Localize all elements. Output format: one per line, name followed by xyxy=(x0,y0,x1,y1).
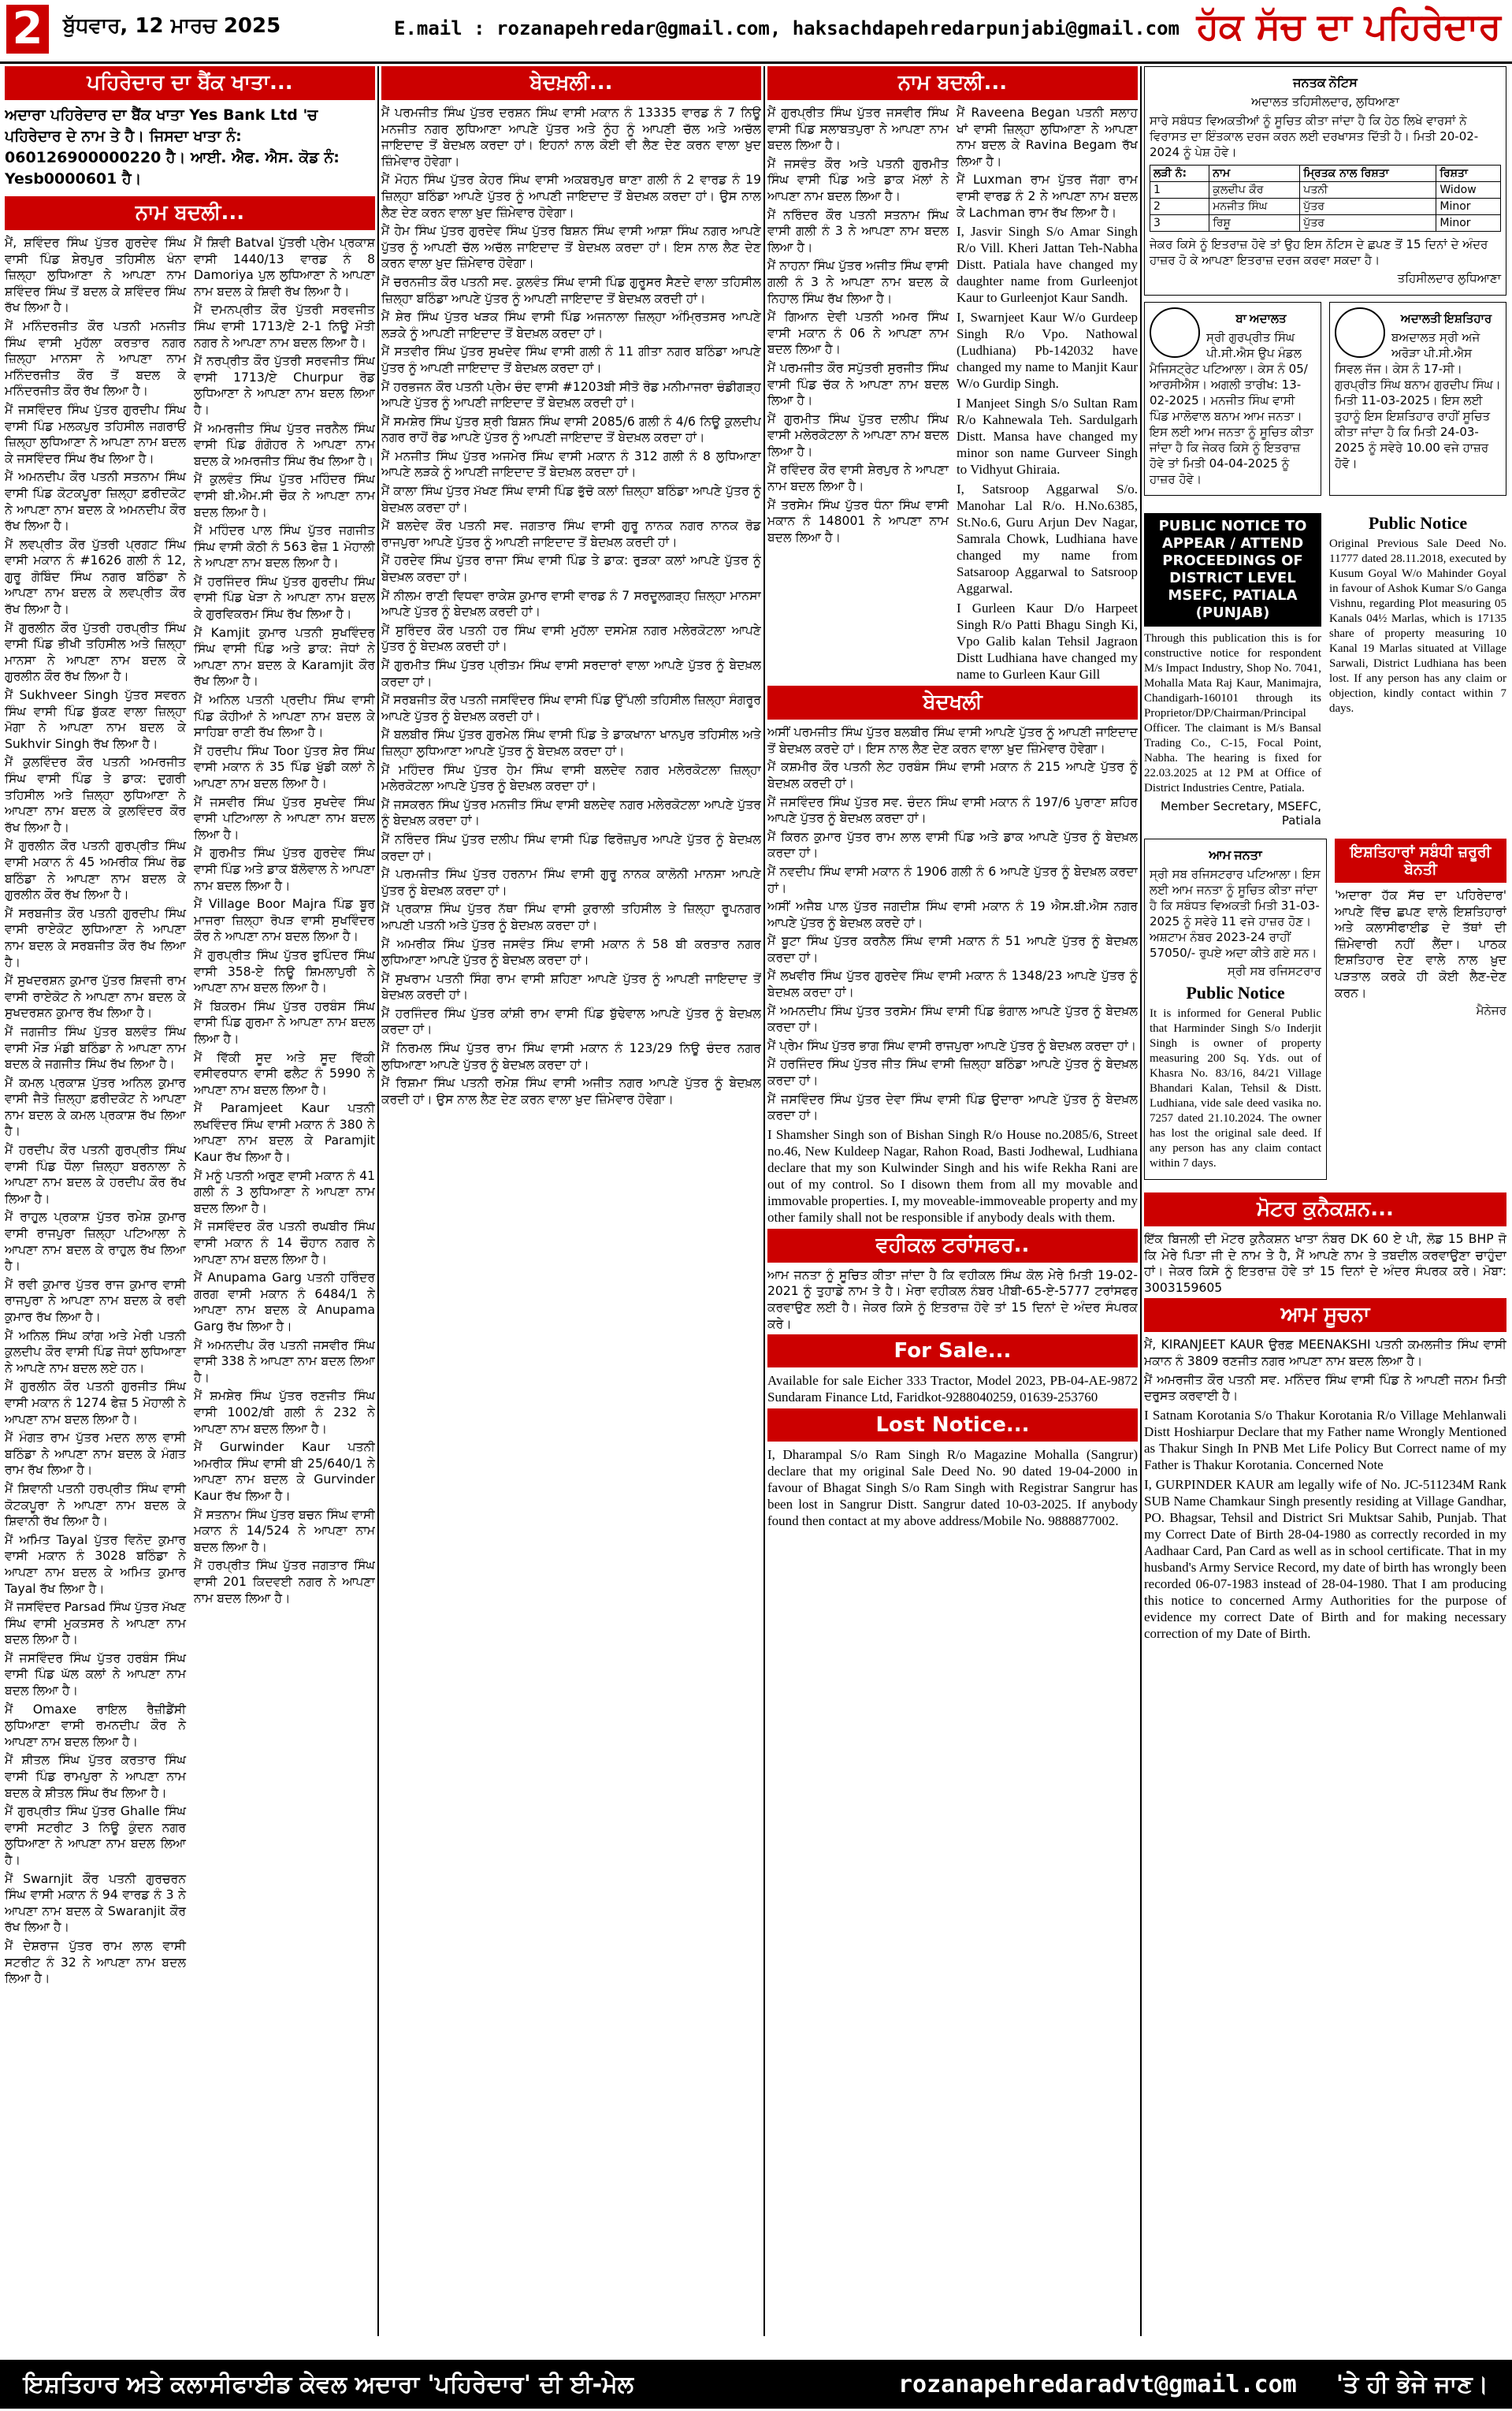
classified-item: ਮੈਂ ਨਰਪ੍ਰੀਤ ਕੌਰ ਪੁੱਤਰੀ ਸਰਵਜੀਤ ਸਿੰਘ ਵਾਸੀ 1713/ਏ Churpur ਰੋਡ ਲੁਧਿਆਣਾ ਨੇ ਆਪਣਾ ਨਾਮ ਬਦਲ ਲਿਆ ਹੈ। xyxy=(194,354,375,417)
classified-item: ਮੈਂ Anupama Garg ਪਤਨੀ ਹਰਿੰਦਰ ਗਰਗ ਵਾਸੀ ਮਕਾਨ ਨੰ 6484/1 ਨੇ ਆਪਣਾ ਨਾਮ ਬਦਲ ਕੇ Anupama Garg ਰੱਖ ਲਿਆ ਹੈ। xyxy=(194,1271,375,1334)
classified-item: ਮੈਂ ਸੁਖਰਾਮ ਪਤਨੀ ਸਿੰਗ ਰਾਮ ਵਾਸੀ ਸ਼ਹਿਣਾ ਆਪਣੇ ਪੁੱਤਰ ਨੂੰ ਆਪਣੀ ਜਾਇਦਾਦ ਤੋਂ ਬੇਦਖ਼ਲ ਕਰਦੀ ਹਾਂ। xyxy=(381,971,761,1003)
court-notice-1-text: ਸ੍ਰੀ ਗੁਰਪ੍ਰੀਤ ਸਿੰਘ ਪੀ.ਸੀ.ਐਸ ਉਪ ਮੰਡਲ ਮੈਜਿਸਟ੍ਰੇਟ ਪਟਿਆਲਾ। ਕੇਸ ਨੰ 05/ਆਰਸੀਐਸ। ਅਗਲੀ ਤਾਰੀਖ: 13-02-2025। ਮਨਜੀਤ ਸਿੰਘ ਵਾਸੀ ਪਿੰਡ ਮਾਲੋਵਾਲ ਬਨਾਮ ਆਮ ਜਨਤਾ। ਇਸ ਲਈ ਆਮ ਜਨਤਾ ਨੂੰ ਸੂਚਿਤ ਕੀਤਾ ਜਾਂਦਾ ਹੈ ਕਿ ਜੇਕਰ ਕਿਸੇ ਨੂੰ ਇਤਰਾਜ਼ ਹੋਵੇ ਤਾਂ ਮਿਤੀ 04-04-2025 ਨੂੰ ਹਾਜ਼ਰ ਹੋਵੇ। xyxy=(1150,330,1313,486)
classified-item: ਮੈਂ ਨੀਲਮ ਰਾਣੀ ਵਿਧਵਾ ਰਾਕੇਸ਼ ਕੁਮਾਰ ਵਾਸੀ ਵਾਰਡ ਨੰ 7 ਸਰਦੂਲਗੜ੍ਹ ਜ਼ਿਲ੍ਹਾ ਮਾਨਸਾ ਆਪਣੇ ਪੁੱਤਰ ਨੂੰ ਬੇਦਖ਼ਲ ਕਰਦੀ ਹਾਂ। xyxy=(381,588,761,619)
disownment-heading-2: ਬੇਦਖਲੀ xyxy=(767,686,1138,720)
classified-item: ਮੈਂ ਹਰਜਿੰਦਰ ਸਿੰਘ ਪੁੱਤਰ ਕਾਂਸ਼ੀ ਰਾਮ ਵਾਸੀ ਪਿੰਡ ਬੁੱਢੇਵਾਲ ਆਪਣੇ ਪੁੱਤਰ ਨੂੰ ਬੇਦਖ਼ਲ ਕਰਦਾ ਹਾਂ। xyxy=(381,1006,761,1037)
public-notice-title: Public Notice xyxy=(1368,513,1468,533)
classified-item: ਮੈਂ ਗੁਰਲੀਨ ਕੌਰ ਪਤਨੀ ਗੁਰਪ੍ਰੀਤ ਸਿੰਘ ਵਾਸੀ ਮਕਾਨ ਨੰ 45 ਅਮਰੀਕ ਸਿੰਘ ਰੋਡ ਬਠਿੰਡਾ ਨੇ ਆਪਣਾ ਨਾਮ ਬਦਲ ਕੇ ਗੁਰਲੀਨ ਕੌਰ ਰੱਖ ਲਿਆ ਹੈ। xyxy=(5,839,186,902)
court-notice-1 xyxy=(1144,302,1321,496)
public-notice-2-text: It is informed for General Public that Harminder Singh S/o Inderjit Singh is owner of property measuring 200 Sq. Yds. out of Khasra No. 83/16, 84/21 Village Bhandari Kalan, Tehsil & Distt. Ludhiana, vide sale deed vasika no. 7257 dated 21.10.2024. The owner has lost the original sale deed. If any person has any claim contact within 7 days. xyxy=(1150,1007,1321,1170)
court-notice-2-text: ਬਅਦਾਲਤ ਸ੍ਰੀ ਅਜੇ ਅਰੋੜਾ ਪੀ.ਸੀ.ਐਸ ਸਿਵਲ ਜੱਜ। ਕੇਸ ਨੰ 17-ਸੀ। ਗੁਰਪ੍ਰੀਤ ਸਿੰਘ ਬਨਾਮ ਗੁਰਦੀਪ ਸਿੰਘ। ਮਿਤੀ 11-03-2025। ਇਸ ਲਈ ਤੁਹਾਨੂੰ ਇਸ ਇਸ਼ਤਿਹਾਰ ਰਾਹੀਂ ਸੂਚਿਤ ਕੀਤਾ ਜਾਂਦਾ ਹੈ ਕਿ ਮਿਤੀ 24-03-2025 ਨੂੰ ਸਵੇਰੇ 10.00 ਵਜੇ ਹਾਜ਼ਰ ਹੋਵੋ। xyxy=(1335,330,1501,471)
msefc-signatory: Member Secretary, MSEFC, Patiala xyxy=(1161,799,1321,828)
msefc-text: Through this publication this is for constructive notice for respondent M/s Impact Industry, Shop No. 7041, Mohalla Mata Raj Kaur, Manimajra, Chandigarh-160101 through its Proprietor/DP/Chairman/Principal Officer. The claimant is M/s Bansal Trading Co., C-15, Focal Point, Nabha. The hearing is fixed for 22.03.2025 at 12 PM at Office of District Industries Centre, Patiala. xyxy=(1144,632,1321,794)
ad-disclaimer-signatory: ਮੈਨੇਜਰ xyxy=(1476,1003,1506,1018)
classified-item: ਮੈਂ Sukhveer Singh ਪੁੱਤਰ ਸਵਰਨ ਸਿੰਘ ਵਾਸੀ ਪਿੰਡ ਬੁੱਕਣ ਵਾਲਾ ਜ਼ਿਲ੍ਹਾ ਮੋਗਾ ਨੇ ਆਪਣਾ ਨਾਮ ਬਦਲ ਕੇ Sukhvir Singh ਰੱਖ ਲਿਆ ਹੈ। xyxy=(5,688,186,751)
classified-item: ਮੈਂ ਹੇਮ ਸਿੰਘ ਪੁੱਤਰ ਗੁਰਦੇਵ ਸਿੰਘ ਪੁੱਤਰ ਬਿਸ਼ਨ ਸਿੰਘ ਵਾਸੀ ਆਸ਼ਾ ਸਿੰਘ ਨਗਰ ਆਪਣੇ ਪੁੱਤਰ ਨੂੰ ਆਪਣੀ ਚੱਲ ਅਚੱਲ ਜਾਇਦਾਦ ਤੋਂ ਬੇਦਖ਼ਲ ਕਰਦਾ ਹਾਂ। ਇਸ ਨਾਲ ਲੈਣ ਦੇਣ ਕਰਨ ਵਾਲਾ ਖ਼ੁਦ ਜ਼ਿੰਮੇਵਾਰ ਹੋਵੇਗਾ। xyxy=(381,224,761,271)
name-change-list-left-2 xyxy=(767,105,949,686)
classified-item: ਮੈਂ ਸ਼ਿਵਾਨੀ ਪਤਨੀ ਹਰਪ੍ਰੀਤ ਸਿੰਘ ਵਾਸੀ ਕੋਟਕਪੂਰਾ ਨੇ ਆਪਣਾ ਨਾਮ ਬਦਲ ਕੇ ਸ਼ਿਵਾਨੀ ਰੱਖ ਲਿਆ ਹੈ। xyxy=(5,1481,186,1529)
classified-item: ਮੈਂ ਸਰਬਜੀਤ ਕੌਰ ਪਤਨੀ ਗੁਰਦੀਪ ਸਿੰਘ ਵਾਸੀ ਰਾਏਕੋਟ ਲੁਧਿਆਣਾ ਨੇ ਆਪਣਾ ਨਾਮ ਬਦਲ ਕੇ ਸਰਬਜੀਤ ਕੌਰ ਰੱਖ ਲਿਆ ਹੈ। xyxy=(5,906,186,969)
table-header-cell: ਲੜੀ ਨੰ: xyxy=(1150,166,1209,182)
general-public-text: ਸ੍ਰੀ ਸਬ ਰਜਿਸਟਰਾਰ ਪਟਿਆਲਾ। ਇਸ ਲਈ ਆਮ ਜਨਤਾ ਨੂੰ ਸੂਚਿਤ ਕੀਤਾ ਜਾਂਦਾ ਹੈ ਕਿ ਸਬੰਧਤ ਵਿਅਕਤੀ ਮਿਤੀ 31-03-2025 ਨੂੰ ਸਵੇਰੇ 11 ਵਜੇ ਹਾਜ਼ਰ ਹੋਣ। ਅਸ਼ਟਾਮ ਨੰਬਰ 2023-24 ਰਾਹੀਂ 57050/- ਰੁਪਏ ਅਦਾ ਕੀਤੇ ਗਏ ਸਨ। xyxy=(1150,867,1321,960)
classified-item: ਮੈਂ ਸ਼ਮਸ਼ੇਰ ਸਿੰਘ ਪੁੱਤਰ ਰਣਜੀਤ ਸਿੰਘ ਵਾਸੀ 1002/ਬੀ ਗਲੀ ਨੰ 232 ਨੇ ਆਪਣਾ ਨਾਮ ਬਦਲ ਲਿਆ ਹੈ। xyxy=(194,1389,375,1436)
table-cell: ਮਨਜੀਤ ਸਿੰਘ xyxy=(1209,199,1300,215)
notice-heading: ਜਨਤਕ ਨੋਟਿਸ xyxy=(1293,76,1358,90)
ad-disclaimer xyxy=(1335,839,1506,1186)
classified-item: ਮੈਂ ਮੰਗਤ ਰਾਮ ਪੁੱਤਰ ਮਦਨ ਲਾਲ ਵਾਸੀ ਬਠਿੰਡਾ ਨੇ ਆਪਣਾ ਨਾਮ ਬਦਲ ਕੇ ਮੰਗਤ ਰਾਮ ਰੱਖ ਲਿਆ ਹੈ। xyxy=(5,1431,186,1478)
classified-item: ਮੈਂ ਮਨਜੀਤ ਸਿੰਘ ਪੁੱਤਰ ਅਜਮੇਰ ਸਿੰਘ ਵਾਸੀ ਮਕਾਨ ਨੰ 312 ਗਲੀ ਨੰ 8 ਲੁਧਿਆਣਾ ਆਪਣੇ ਲੜਕੇ ਨੂੰ ਆਪਣੀ ਜਾਇਦਾਦ ਤੋਂ ਬੇਦਖ਼ਲ ਕਰਦਾ ਹਾਂ। xyxy=(381,448,761,480)
classified-item: ਮੈਂ ਸ਼ਿਵੀ Batval ਪੁੱਤਰੀ ਪ੍ਰੇਮ ਪ੍ਰਕਾਸ਼ ਵਾਸੀ 1440/13 ਵਾਰਡ ਨੰ 8 Damoriya ਪੁਲ ਲੁਧਿਆਣਾ ਨੇ ਆਪਣਾ ਨਾਮ ਬਦਲ ਕੇ ਸ਼ਿਵੀ ਰੱਖ ਲਿਆ ਹੈ। xyxy=(194,236,375,299)
lost-notice-text: I, Dharampal S/o Ram Singh R/o Magazine Mohalla (Sangrur) declare that my original Sale Deed No. 90 dated 19-04-2000 in favour of Bhagat Singh S/o Ram Singh with Registrar Sangrur has been lost in Sangrur Distt. Sangrur dated 10-03-2025. If anybody found then contact at my above address/Mobile No. 9888877002. xyxy=(767,1447,1138,1529)
classified-item: ਮੈਂ ਗਿਆਨ ਦੇਵੀ ਪਤਨੀ ਅਮਰ ਸਿੰਘ ਵਾਸੀ ਮਕਾਨ ਨੰ 06 ਨੇ ਆਪਣਾ ਨਾਮ ਬਦਲ ਲਿਆ ਹੈ। xyxy=(767,310,949,357)
classified-item: ਮੈਂ ਪ੍ਰਕਾਸ਼ ਸਿੰਘ ਪੁੱਤਰ ਨੱਥਾ ਸਿੰਘ ਵਾਸੀ ਕੁਰਾਲੀ ਤਹਿਸੀਲ ਤੇ ਜ਼ਿਲ੍ਹਾ ਰੂਪਨਗਰ ਆਪਣੀ ਪਤਨੀ ਅਤੇ ਪੁੱਤਰ ਨੂੰ ਬੇਦਖ਼ਲ ਕਰਦਾ ਹਾਂ। xyxy=(381,902,761,932)
classified-item: ਮੈਂ ਗੁਰਪ੍ਰੀਤ ਸਿੰਘ ਪੁੱਤਰ ਜਸਵੀਰ ਸਿੰਘ ਵਾਸੀ ਪਿੰਡ ਸਲਾਬਤਪੁਰਾ ਨੇ ਆਪਣਾ ਨਾਮ ਬਦਲ ਲਿਆ ਹੈ। xyxy=(767,106,949,153)
classified-item: ਮੈਂ ਜਸਵਿੰਦਰ ਕੌਰ ਪਤਨੀ ਰਘਬੀਰ ਸਿੰਘ ਵਾਸੀ ਮਕਾਨ ਨੰ 14 ਚੌਹਾਨ ਨਗਰ ਨੇ ਆਪਣਾ ਨਾਮ ਬਦਲ ਲਿਆ ਹੈ। xyxy=(194,1219,375,1267)
classified-item: ਮੈਂ Kamjit ਕੁਮਾਰ ਪਤਨੀ ਸੁਖਵਿੰਦਰ ਸਿੰਘ ਵਾਸੀ ਪਿੰਡ ਅਤੇ ਡਾਕ: ਜੋਧਾਂ ਨੇ ਆਪਣਾ ਨਾਮ ਬਦਲ ਕੇ Karamjit ਕੌਰ ਰੱਖ ਲਿਆ ਹੈ। xyxy=(194,625,375,689)
classified-item: ਮੈਂ ਜਗਜੀਤ ਸਿੰਘ ਪੁੱਤਰ ਬਲਵੰਤ ਸਿੰਘ ਵਾਸੀ ਮੌੜ ਮੰਡੀ ਬਠਿੰਡਾ ਨੇ ਆਪਣਾ ਨਾਮ ਬਦਲ ਕੇ ਜਗਜੀਤ ਸਿੰਘ ਰੱਖ ਲਿਆ ਹੈ। xyxy=(5,1024,186,1072)
gurpinder-notice: I, GURPINDER KAUR am legally wife of No. JC-511234M Rank SUB Name Chamkaur Singh presently residing at Village Gandhar, PO. Bhagsar, Tehsil and District Sri Muktsar Sahib, Punjab. That my Correct Date of Birth 28-04-1980 as correctly recorded in my Aadhaar Card, Pan Card as well as in school certificate. That in my husband's Army Service Record, my date of birth has wrongly been recorded 06-07-1983 instead of 28-04-1980. That I am producing this notice to concerned Army Authorities for the purpose of evidence my correct Date of Birth and for making necessary correction of my Date of Birth. xyxy=(1144,1476,1506,1641)
table-cell: ਕੁਲਦੀਪ ਕੌਰ xyxy=(1209,182,1300,199)
classified-item: ਮੈਂ ਜਸਵੀਰ ਸਿੰਘ ਪੁੱਤਰ ਸੁਖਦੇਵ ਸਿੰਘ ਵਾਸੀ ਪਟਿਆਲਾ ਨੇ ਆਪਣਾ ਨਾਮ ਬਦਲ ਲਿਆ ਹੈ। xyxy=(194,794,375,842)
page-number: 2 xyxy=(6,5,49,54)
masthead-logo: ਹੱਕ ਸੱਚ ਦਾ ਪਹਿਰੇਦਾਰ xyxy=(1196,5,1501,47)
classified-item: ਮੈਂ ਅਮਰਜੀਤ ਕੌਰ ਪਤਨੀ ਸਵ. ਮਨਿੰਦਰ ਸਿੰਘ ਵਾਸੀ ਪਿੰਡ ਨੇ ਆਪਣੀ ਜਨਮ ਮਿਤੀ ਦਰੁਸਤ ਕਰਵਾਈ ਹੈ। xyxy=(1144,1372,1506,1404)
for-sale-heading: For Sale... xyxy=(767,1334,1138,1367)
column-disownment xyxy=(381,66,761,2336)
issue-date: ਬੁੱਧਵਾਰ, 12 ਮਾਰਚ 2025 xyxy=(63,14,281,38)
public-notice-inheritance xyxy=(1144,66,1506,296)
classified-item: ਮੈਂ ਜਸਕਰਨ ਸਿੰਘ ਪੁੱਤਰ ਮਨਜੀਤ ਸਿੰਘ ਵਾਸੀ ਬਲਦੇਵ ਨਗਰ ਮਲੇਰਕੋਟਲਾ ਆਪਣੇ ਪੁੱਤਰ ਨੂੰ ਬੇਦਖ਼ਲ ਕਰਦਾ ਹਾਂ। xyxy=(381,797,761,828)
classified-item: ਮੈਂ ਅਮਰਜੀਤ ਸਿੰਘ ਪੁੱਤਰ ਜਰਨੈਲ ਸਿੰਘ ਵਾਸੀ ਪਿੰਡ ਗੰਗੋਹਰ ਨੇ ਆਪਣਾ ਨਾਮ ਬਦਲ ਕੇ ਅਮਰਜੀਤ ਸਿੰਘ ਰੱਖ ਲਿਆ ਹੈ। xyxy=(194,421,375,468)
classified-item: ਮੈਂ Luxman ਰਾਮ ਪੁੱਤਰ ਜੱਗਾ ਰਾਮ ਵਾਸੀ ਵਾਰਡ ਨੰ 2 ਨੇ ਆਪਣਾ ਨਾਮ ਬਦਲ ਕੇ Lachman ਰਾਮ ਰੱਖ ਲਿਆ ਹੈ। xyxy=(957,173,1138,220)
column-notices xyxy=(1144,66,1506,2336)
classified-item: ਮੈਂ Village Boor Majra ਪਿੰਡ ਬੂਰ ਮਾਜਰਾ ਜ਼ਿਲ੍ਹਾ ਰੋਪੜ ਵਾਸੀ ਸੁਖਵਿੰਦਰ ਕੌਰ ਨੇ ਆਪਣਾ ਨਾਮ ਬਦਲ ਲਿਆ ਹੈ। xyxy=(194,897,375,944)
classified-item: ਮੈਂ ਗੁਰਮੀਤ ਸਿੰਘ ਪੁੱਤਰ ਪ੍ਰੀਤਮ ਸਿੰਘ ਵਾਸੀ ਸਰਦਾਰਾਂ ਵਾਲਾ ਆਪਣੇ ਪੁੱਤਰ ਨੂੰ ਬੇਦਖ਼ਲ ਕਰਦਾ ਹਾਂ। xyxy=(381,658,761,689)
table-cell: Widow xyxy=(1436,182,1501,199)
classified-item: ਮੈਂ ਕੁਲਵੰਤ ਸਿੰਘ ਪੁੱਤਰ ਮਹਿੰਦਰ ਸਿੰਘ ਵਾਸੀ ਬੀ.ਐਮ.ਸੀ ਚੌਕ ਨੇ ਆਪਣਾ ਨਾਮ ਬਦਲ ਲਿਆ ਹੈ। xyxy=(194,472,375,519)
name-change-heading-2: ਨਾਮ ਬਦਲੀ... xyxy=(767,66,1138,100)
classified-item: ਮੈਂ ਵਿੱਕੀ ਸੂਦ ਅਤੇ ਸੂਦ ਵਿੱਕੀ ਵਸੀਵਰਧਾਨ ਵਾਸੀ ਫਲੈਟ ਨੰ 5990 ਨੇ ਆਪਣਾ ਨਾਮ ਬਦਲ ਲਿਆ ਹੈ। xyxy=(194,1050,375,1097)
classified-item: ਮੈਂ ਨਰਿੰਦਰ ਸਿੰਘ ਪੁੱਤਰ ਦਲੀਪ ਸਿੰਘ ਵਾਸੀ ਪਿੰਡ ਫਿਰੋਜ਼ਪੁਰ ਆਪਣੇ ਪੁੱਤਰ ਨੂੰ ਬੇਦਖ਼ਲ ਕਰਦਾ ਹਾਂ। xyxy=(381,832,761,863)
classified-item: I Gurleen Kaur D/o Harpeet Singh R/o Patti Bhagu Singh Ki, Vpo Galib kalan Tehsil Jagraon Distt Ludhiana have changed my name to Gurleen Kaur Gill xyxy=(957,601,1138,683)
public-notice-2-title: Public Notice xyxy=(1186,983,1285,1003)
notice-subheading: ਅਦਾਲਤ ਤਹਿਸੀਲਦਾਰ, ਲੁਧਿਆਣਾ xyxy=(1251,95,1399,109)
lost-notice-heading: Lost Notice... xyxy=(767,1408,1138,1442)
table-row xyxy=(1150,199,1501,215)
table-row xyxy=(1150,215,1501,232)
column-divider xyxy=(1140,66,1142,2336)
classified-item: ਮੈਂ ਗੁਰਲੀਨ ਕੌਰ ਪੁੱਤਰੀ ਹਰਪ੍ਰੀਤ ਸਿੰਘ ਵਾਸੀ ਪਿੰਡ ਭੀਖੀ ਤਹਿਸੀਲ ਅਤੇ ਜ਼ਿਲ੍ਹਾ ਮਾਨਸਾ ਨੇ ਆਪਣਾ ਨਾਮ ਬਦਲ ਕੇ ਗੁਰਲੀਨ ਕੌਰ ਰੱਖ ਲਿਆ ਹੈ। xyxy=(5,620,186,684)
classified-item: ਮੈਂ ਸਤਵੀਰ ਸਿੰਘ ਪੁੱਤਰ ਸੁਖਦੇਵ ਸਿੰਘ ਵਾਸੀ ਗਲੀ ਨੰ 11 ਗੀਤਾ ਨਗਰ ਬਠਿੰਡਾ ਆਪਣੇ ਪੁੱਤਰ ਨੂੰ ਆਪਣੀ ਜਾਇਦਾਦ ਤੋਂ ਬੇਦਖ਼ਲ ਕਰਦਾ ਹਾਂ। xyxy=(381,344,761,375)
notice-text: ਸਾਰੇ ਸਬੰਧਤ ਵਿਅਕਤੀਆਂ ਨੂੰ ਸੂਚਿਤ ਕੀਤਾ ਜਾਂਦਾ ਹੈ ਕਿ ਹੇਠ ਲਿਖੇ ਵਾਰਸਾਂ ਨੇ ਵਿਰਾਸਤ ਦਾ ਇੰਤਕਾਲ ਦਰਜ ਕਰਨ ਲਈ ਦਰਖਾਸਤ ਦਿੱਤੀ ਹੈ। ਮਿਤੀ 20-02-2024 ਨੂੰ ਪੇਸ਼ ਹੋਵੇ। xyxy=(1150,113,1479,159)
table-cell: 3 xyxy=(1150,215,1209,232)
classified-item: ਮੈਂ ਨਾਹਨਾ ਸਿੰਘ ਪੁੱਤਰ ਅਜੀਤ ਸਿੰਘ ਵਾਸੀ ਗਲੀ ਨੰ 3 ਨੇ ਆਪਣਾ ਨਾਮ ਬਦਲ ਕੇ ਨਿਹਾਲ ਸਿੰਘ ਰੱਖ ਲਿਆ ਹੈ। xyxy=(767,259,949,306)
classified-item: ਮੈਂ ਨਰਿੰਦਰ ਕੌਰ ਪਤਨੀ ਸਤਨਾਮ ਸਿੰਘ ਵਾਸੀ ਗਲੀ ਨੰ 3 ਨੇ ਆਪਣਾ ਨਾਮ ਬਦਲ ਲਿਆ ਹੈ। xyxy=(767,207,949,255)
ad-disclaimer-text: 'ਅਦਾਰਾ ਹੱਕ ਸੱਚ ਦਾ ਪਹਿਰੇਦਾਰ' ਆਪਣੇ ਵਿੱਚ ਛਪਣ ਵਾਲੇ ਇਸ਼ਤਿਹਾਰਾਂ ਅਤੇ ਕਲਾਸੀਫਾਈਡ ਦੇ ਤੱਥਾਂ ਦੀ ਜ਼ਿੰਮੇਵਾਰੀ ਨਹੀਂ ਲੈਂਦਾ। ਪਾਠਕ ਇਸ਼ਤਿਹਾਰ ਦੇਣ ਵਾਲੇ ਨਾਲ ਖ਼ੁਦ ਪੜਤਾਲ ਕਰਕੇ ਹੀ ਕੋਈ ਲੈਣ-ਦੇਣ ਕਰਨ। xyxy=(1335,888,1506,1000)
classified-item: ਮੈਂ ਮਨੂੰ ਪਤਨੀ ਅਰੁਣ ਵਾਸੀ ਮਕਾਨ ਨੰ 41 ਗਲੀ ਨੰ 3 ਲੁਧਿਆਣਾ ਨੇ ਆਪਣਾ ਨਾਮ ਬਦਲ ਲਿਆ ਹੈ। xyxy=(194,1168,375,1215)
classified-item: ਮੈਂ ਹਰਦੇਵ ਸਿੰਘ ਪੁੱਤਰ ਰਾਜਾ ਸਿੰਘ ਵਾਸੀ ਪਿੰਡ ਤੇ ਡਾਕ: ਰੁੜਕਾ ਕਲਾਂ ਆਪਣੇ ਪੁੱਤਰ ਨੂੰ ਬੇਦਖ਼ਲ ਕਰਦਾ ਹਾਂ। xyxy=(381,553,761,585)
msefc-notice xyxy=(1144,508,1321,832)
classified-item: ਮੈਂ ਪਰਮਜੀਤ ਕੌਰ ਸਪੁੱਤਰੀ ਸੁਰਜੀਤ ਸਿੰਘ ਵਾਸੀ ਪਿੰਡ ਚੱਕ ਨੇ ਆਪਣਾ ਨਾਮ ਬਦਲ ਲਿਆ ਹੈ। xyxy=(767,360,949,408)
disownment-list-2 xyxy=(767,724,1138,1124)
classified-item: ਮੈਂ ਅਮਿਤ Tayal ਪੁੱਤਰ ਵਿਨੋਦ ਕੁਮਾਰ ਵਾਸੀ ਮਕਾਨ ਨੰ 3028 ਬਠਿੰਡਾ ਨੇ ਆਪਣਾ ਨਾਮ ਬਦਲ ਕੇ ਅਮਿਤ ਕੁਮਾਰ Tayal ਰੱਖ ਲਿਆ ਹੈ। xyxy=(5,1532,186,1596)
classified-item: ਮੈਂ ਮਹਿੰਦਰ ਪਾਲ ਸਿੰਘ ਪੁੱਤਰ ਜਗਜੀਤ ਸਿੰਘ ਵਾਸੀ ਕੋਠੀ ਨੰ 563 ਫੇਜ਼ 1 ਮੋਹਾਲੀ ਨੇ ਆਪਣਾ ਨਾਮ ਬਦਲ ਲਿਆ ਹੈ। xyxy=(194,523,375,571)
classified-item: ਮੈਂ ਹਰਪ੍ਰੀਤ ਸਿੰਘ ਪੁੱਤਰ ਜਗਤਾਰ ਸਿੰਘ ਵਾਸੀ 201 ਕਿਦਵਈ ਨਗਰ ਨੇ ਆਪਣਾ ਨਾਮ ਬਦਲ ਲਿਆ ਹੈ। xyxy=(194,1558,375,1605)
footer-tail: 'ਤੇ ਹੀ ਭੇਜੇ ਜਾਣ। xyxy=(1336,2371,1488,2398)
column-divider xyxy=(763,66,765,2336)
classified-item: ਮੈਂ ਨਵਦੀਪ ਸਿੰਘ ਵਾਸੀ ਮਕਾਨ ਨੰ 1906 ਗਲੀ ਨੰ 6 ਆਪਣੇ ਪੁੱਤਰ ਨੂੰ ਬੇਦਖ਼ਲ ਕਰਦਾ ਹਾਂ। xyxy=(767,864,1138,895)
header-email[interactable]: E.mail : rozanapehredar@gmail.com, haksachdapehredarpunjabi@gmail.com xyxy=(394,17,1180,39)
notice-signatory: ਤਹਿਸੀਲਦਾਰ ਲੁਧਿਆਣਾ xyxy=(1397,271,1501,285)
table-cell: Minor xyxy=(1436,199,1501,215)
classified-item: I, Satsroop Aggarwal S/o. Manohar Lal R/o. H.No.6385, St.No.6, Guru Arjun Dev Nagar, Samrala Chowk, Ludhiana have changed my name from Satsaroop Aggarwal to Satsroop Aggarwal. xyxy=(957,482,1138,597)
msefc-heading: PUBLIC NOTICE TO APPEAR / ATTEND PROCEEDINGS OF DISTRICT LEVEL MSEFC, PATIALA (PUNJAB) xyxy=(1144,513,1321,627)
classified-item: I, Jasvir Singh S/o Amar Singh R/o Vill. Kheri Jattan Teh-Nabha Distt. Patiala have changed my daughter name from Gurleenjot Kaur to Gurleenjot Kaur Sandh. xyxy=(957,224,1138,306)
classified-item: ਮੈਂ ਅਮਨਦੀਪ ਸਿੰਘ ਪੁੱਤਰ ਤਰਸੇਮ ਸਿੰਘ ਵਾਸੀ ਪਿੰਡ ਭੰਗਾਲ ਆਪਣੇ ਪੁੱਤਰ ਨੂੰ ਬੇਦਖ਼ਲ ਕਰਦਾ ਹਾਂ। xyxy=(767,1003,1138,1035)
for-sale-text: Available for sale Eicher 333 Tractor, Model 2023, PB-04-AE-9872 Sundaram Finance Ltd, Faridkot-9288040259, 01639-253760 xyxy=(767,1373,1138,1405)
classified-item: ਮੈਂ ਜਸਵਿੰਦਰ ਸਿੰਘ ਪੁੱਤਰ ਗੁਰਦੀਪ ਸਿੰਘ ਵਾਸੀ ਪਿੰਡ ਮਲਕਪੁਰ ਤਹਿਸੀਲ ਜਗਰਾਓਂ ਜ਼ਿਲ੍ਹਾ ਲੁਧਿਆਣਾ ਨੇ ਆਪਣਾ ਨਾਮ ਬਦਲ ਕੇ ਜਸਵਿੰਦਰ ਸਿੰਘ ਰੱਖ ਲਿਆ ਹੈ। xyxy=(5,402,186,466)
classified-item: ਮੈਂ ਮਨਿੰਦਰਜੀਤ ਕੌਰ ਪਤਨੀ ਮਨਜੀਤ ਸਿੰਘ ਵਾਸੀ ਮੁਹੱਲਾ ਕਰਤਾਰ ਨਗਰ ਜ਼ਿਲ੍ਹਾ ਮਾਨਸਾ ਨੇ ਆਪਣਾ ਨਾਮ ਮਨਿੰਦਰਜੀਤ ਕੌਰ ਤੋਂ ਬਦਲ ਕੇ ਮਨਿੰਦਰਜੀਤ ਕੌਰ ਰੱਖ ਲਿਆ ਹੈ। xyxy=(5,318,186,399)
classified-item: ਮੈਂ ਹਰਜਿੰਦਰ ਸਿੰਘ ਪੁੱਤਰ ਗੁਰਦੀਪ ਸਿੰਘ ਵਾਸੀ ਪਿੰਡ ਖੇੜਾ ਨੇ ਆਪਣਾ ਨਾਮ ਬਦਲ ਕੇ ਗੁਰਵਿਕਰਮ ਸਿੰਘ ਰੱਖ ਲਿਆ ਹੈ। xyxy=(194,574,375,622)
classified-item: ਮੈਂ ਹਰਦੀਪ ਸਿੰਘ Toor ਪੁੱਤਰ ਸ਼ੇਰ ਸਿੰਘ ਵਾਸੀ ਮਕਾਨ ਨੰ 35 ਪਿੰਡ ਖੁੱਡੀ ਕਲਾਂ ਨੇ ਆਪਣਾ ਨਾਮ ਬਦਲ ਲਿਆ ਹੈ। xyxy=(194,743,375,791)
classified-item: ਮੈਂ ਅਮਨਦੀਪ ਕੌਰ ਪਤਨੀ ਸਤਨਾਮ ਸਿੰਘ ਵਾਸੀ ਪਿੰਡ ਕੋਟਕਪੂਰਾ ਜ਼ਿਲ੍ਹਾ ਫ਼ਰੀਦਕੋਟ ਨੇ ਆਪਣਾ ਨਾਮ ਬਦਲ ਕੇ ਅਮਨਦੀਪ ਕੌਰ ਰੱਖ ਲਿਆ ਹੈ। xyxy=(5,470,186,534)
ad-disclaimer-heading: ਇਸ਼ਤਿਹਾਰਾਂ ਸਬੰਧੀ ਜ਼ਰੂਰੀ ਬੇਨਤੀ xyxy=(1335,839,1506,883)
table-cell: ਰਿਸ਼ੂ xyxy=(1209,215,1300,232)
table-header-cell: ਰਿਸ਼ਤਾ xyxy=(1436,166,1501,182)
general-public-title: ਆਮ ਜਨਤਾ xyxy=(1209,849,1262,862)
name-change-heading: ਨਾਮ ਬਦਲੀ... xyxy=(5,196,375,230)
classified-item: ਮੈਂ ਅਮਨਦੀਪ ਕੌਰ ਪਤਨੀ ਜਸਵੀਰ ਸਿੰਘ ਵਾਸੀ 338 ਨੇ ਆਪਣਾ ਨਾਮ ਬਦਲ ਲਿਆ ਹੈ। xyxy=(194,1338,375,1385)
general-public-notice xyxy=(1144,839,1327,1180)
classified-item: ਮੈਂ ਗੁਰਮੀਤ ਸਿੰਘ ਪੁੱਤਰ ਦਲੀਪ ਸਿੰਘ ਵਾਸੀ ਮਲੇਰਕੋਟਲਾ ਨੇ ਆਪਣਾ ਨਾਮ ਬਦਲ ਲਿਆ ਹੈ। xyxy=(767,411,949,459)
motor-connection-text: ਇੱਕ ਬਿਜਲੀ ਦੀ ਮੋਟਰ ਕੁਨੈਕਸ਼ਨ ਖਾਤਾ ਨੰਬਰ DK 60 ਏ ਪੀ, ਲੋਡ 15 BHP ਜੋ ਕਿ ਮੇਰੇ ਪਿਤਾ ਜੀ ਦੇ ਨਾਮ ਤੇ ਹੈ, ਮੈਂ ਆਪਣੇ ਨਾਮ ਤੇ ਤਬਦੀਲ ਕਰਵਾਉਣਾ ਚਾਹੁੰਦਾ ਹਾਂ। ਜੇਕਰ ਕਿਸੇ ਨੂੰ ਇਤਰਾਜ਼ ਹੋਵੇ ਤਾਂ 15 ਦਿਨਾਂ ਦੇ ਅੰਦਰ ਸੰਪਰਕ ਕਰੇ। ਮੋਬਾ: 3003159605 xyxy=(1144,1232,1506,1295)
classified-item: ਮੈਂ ਮੋਹਨ ਸਿੰਘ ਪੁੱਤਰ ਕੇਹਰ ਸਿੰਘ ਵਾਸੀ ਅਕਬਰਪੁਰ ਥਾਣਾ ਗਲੀ ਨੰ 2 ਵਾਰਡ ਨੰ 19 ਜ਼ਿਲ੍ਹਾ ਬਠਿੰਡਾ ਆਪਣੇ ਪੁੱਤਰ ਨੂੰ ਆਪਣੀ ਜਾਇਦਾਦ ਤੋਂ ਬੇਦਖ਼ਲ ਕਰਦਾ ਹਾਂ। ਉਸ ਨਾਲ ਲੈਣ ਦੇਣ ਕਰਨ ਵਾਲਾ ਖ਼ੁਦ ਜ਼ਿੰਮੇਵਾਰ ਹੋਵੇਗਾ। xyxy=(381,173,761,220)
table-cell: ਪੁੱਤਰ xyxy=(1300,199,1436,215)
classified-item: ਮੈਂ ਰਵਿੰਦਰ ਕੌਰ ਵਾਸੀ ਸ਼ੇਰਪੁਰ ਨੇ ਆਪਣਾ ਨਾਮ ਬਦਲ ਲਿਆ ਹੈ। xyxy=(767,463,949,494)
table-row xyxy=(1150,182,1501,199)
column-divider xyxy=(377,66,379,2336)
classified-item: ਮੈਂ ਜਸਵਿੰਦਰ ਸਿੰਘ ਪੁੱਤਰ ਦੇਵਾ ਸਿੰਘ ਵਾਸੀ ਪਿੰਡ ਉਦਾਰਾ ਆਪਣੇ ਪੁੱਤਰ ਨੂੰ ਬੇਦਖ਼ਲ ਕਰਦਾ ਹਾਂ। xyxy=(767,1092,1138,1123)
notice-tail: ਜੇਕਰ ਕਿਸੇ ਨੂੰ ਇਤਰਾਜ਼ ਹੋਵੇ ਤਾਂ ਉਹ ਇਸ ਨੋਟਿਸ ਦੇ ਛਪਣ ਤੋਂ 15 ਦਿਨਾਂ ਦੇ ਅੰਦਰ ਹਾਜ਼ਰ ਹੋ ਕੇ ਆਪਣਾ ਇਤਰਾਜ਼ ਦਰਜ ਕਰਵਾ ਸਕਦਾ ਹੈ। xyxy=(1150,237,1488,267)
classified-item: ਮੈਂ ਰਿਸ਼ਮਾ ਸਿੰਘ ਪਤਨੀ ਰਮੇਸ਼ ਸਿੰਘ ਵਾਸੀ ਅਜੀਤ ਨਗਰ ਆਪਣੇ ਪੁੱਤਰ ਨੂੰ ਬੇਦਖ਼ਲ ਕਰਦੀ ਹਾਂ। ਉਸ ਨਾਲ ਲੈਣ ਦੇਣ ਕਰਨ ਵਾਲਾ ਖ਼ੁਦ ਜ਼ਿੰਮੇਵਾਰ ਹੋਵੇਗਾ। xyxy=(381,1076,761,1107)
vehicle-transfer-heading: ਵਹੀਕਲ ਟਰਾਂਸਫਰ.. xyxy=(767,1229,1138,1263)
classified-item: ਮੈਂ ਤਰਸੇਮ ਸਿੰਘ ਪੁੱਤਰ ਧੰਨਾ ਸਿੰਘ ਵਾਸੀ ਮਕਾਨ ਨੰ 148001 ਨੇ ਆਪਣਾ ਨਾਮ ਬਦਲ ਲਿਆ ਹੈ। xyxy=(767,497,949,545)
satnam-notice: I Satnam Korotania S/o Thakur Korotania R/o Village Mehlanwali Distt Hoshiarpur Declare that my Father name Wrongly Mentioned as Thakur Singh In PNB Met Life Policy But Correct name of my Father is Thakur Korotania. Concerned Note xyxy=(1144,1407,1506,1472)
classified-item: ਮੈਂ ਜਸਵੰਤ ਕੌਰ ਅਤੇ ਪਤਨੀ ਗੁਰਮੀਤ ਸਿੰਘ ਵਾਸੀ ਪਿੰਡ ਅਤੇ ਡਾਕ ਮੱਲਾਂ ਨੇ ਆਪਣਾ ਨਾਮ ਬਦਲ ਲਿਆ ਹੈ। xyxy=(767,156,949,203)
table-cell: Minor xyxy=(1436,215,1501,232)
classified-item: ਮੈਂ Gurwinder Kaur ਪਤਨੀ ਅਮਰੀਕ ਸਿੰਘ ਵਾਸੀ ਬੀ 25/640/1 ਨੇ ਆਪਣਾ ਨਾਮ ਬਦਲ ਕੇ Gurvinder Kaur ਰੱਖ ਲਿਆ ਹੈ। xyxy=(194,1440,375,1503)
classified-item: ਮੈਂ ਕਸ਼ਮੀਰ ਕੌਰ ਪਤਨੀ ਲੇਟ ਹਰਬੰਸ ਸਿੰਘ ਵਾਸੀ ਮਕਾਨ ਨੰ 215 ਆਪਣੇ ਪੁੱਤਰ ਨੂੰ ਬੇਦਖ਼ਲ ਕਰਦੀ ਹਾਂ। xyxy=(767,760,1138,791)
table-cell: ਪੁੱਤਰ xyxy=(1300,215,1436,232)
classified-item: ਅਸੀਂ ਅਜੈਬ ਪਾਲ ਪੁੱਤਰ ਜਗਦੀਸ਼ ਸਿੰਘ ਵਾਸੀ ਮਕਾਨ ਨੰ 19 ਐਸ.ਬੀ.ਐਸ ਨਗਰ ਆਪਣੇ ਪੁੱਤਰ ਨੂੰ ਬੇਦਖ਼ਲ ਕਰਦੇ ਹਾਂ। xyxy=(767,899,1138,930)
classified-item: ਮੈਂ ਪ੍ਰੇਮ ਸਿੰਘ ਪੁੱਤਰ ਭਾਗ ਸਿੰਘ ਵਾਸੀ ਰਾਜਪੁਰਾ ਆਪਣੇ ਪੁੱਤਰ ਨੂੰ ਬੇਦਖ਼ਲ ਕਰਦਾ ਹਾਂ। xyxy=(767,1038,1137,1053)
motor-connection-heading: ਮੋਟਰ ਕੁਨੈਕਸ਼ਨ... xyxy=(1144,1192,1506,1226)
classified-item: ਮੈਂ ਪਰਮਜੀਤ ਸਿੰਘ ਪੁੱਤਰ ਹਰਨਾਮ ਸਿੰਘ ਵਾਸੀ ਗੁਰੂ ਨਾਨਕ ਕਾਲੋਨੀ ਮਾਨਸਾ ਆਪਣੇ ਪੁੱਤਰ ਨੂੰ ਬੇਦਖ਼ਲ ਕਰਦਾ ਹਾਂ। xyxy=(381,867,761,898)
classified-item: ਅਸੀਂ ਪਰਮਜੀਤ ਸਿੰਘ ਪੁੱਤਰ ਬਲਬੀਰ ਸਿੰਘ ਵਾਸੀ ਆਪਣੇ ਪੁੱਤਰ ਨੂੰ ਆਪਣੀ ਜਾਇਦਾਦ ਤੋਂ ਬੇਦਖ਼ਲ ਕਰਦੇ ਹਾਂ। ਇਸ ਨਾਲ ਲੈਣ ਦੇਣ ਕਰਨ ਵਾਲਾ ਖ਼ੁਦ ਜ਼ਿੰਮੇਵਾਰ ਹੋਵੇਗਾ। xyxy=(767,725,1138,756)
heirs-table xyxy=(1150,165,1501,232)
name-change-list-right-2 xyxy=(957,105,1138,686)
footer-email[interactable]: rozanapehredaradvt@gmail.com xyxy=(898,2371,1297,2398)
column-name-change-1 xyxy=(5,66,375,2336)
classified-item: ਮੈਂ ਬਿਕਰਮ ਸਿੰਘ ਪੁੱਤਰ ਹਰਬੰਸ ਸਿੰਘ ਵਾਸੀ ਪਿੰਡ ਗੁਰਮਾ ਨੇ ਆਪਣਾ ਨਾਮ ਬਦਲ ਲਿਆ ਹੈ। xyxy=(194,999,375,1046)
classified-item: ਮੈਂ ਹਰਭਜਨ ਕੌਰ ਪਤਨੀ ਪ੍ਰੇਮ ਚੰਦ ਵਾਸੀ #1203ਬੀ ਸੀਤੋ ਰੋਡ ਮਨੀਮਾਜਰਾ ਚੰਡੀਗੜ੍ਹ ਆਪਣੇ ਪੁੱਤਰ ਨੂੰ ਆਪਣੀ ਜਾਇਦਾਦ ਤੋਂ ਬੇਦਖ਼ਲ ਕਰਦੀ ਹਾਂ। xyxy=(381,379,761,411)
classified-item: ਮੈਂ ਅਨਿਲ ਪਤਨੀ ਪ੍ਰਦੀਪ ਸਿੰਘ ਵਾਸੀ ਪਿੰਡ ਕੋਹੀਆਂ ਨੇ ਆਪਣਾ ਨਾਮ ਬਦਲ ਕੇ ਸਾਹਿਬਾ ਰਾਣੀ ਰੱਖ ਲਿਆ ਹੈ। xyxy=(194,693,375,740)
classified-item: ਮੈਂ ਜਸਵਿੰਦਰ ਸਿੰਘ ਪੁੱਤਰ ਹਰਬੰਸ ਸਿੰਘ ਵਾਸੀ ਪਿੰਡ ਘੱਲ ਕਲਾਂ ਨੇ ਆਪਣਾ ਨਾਮ ਬਦਲ ਲਿਆ ਹੈ। xyxy=(5,1650,186,1698)
classified-item: ਮੈਂ ਸਤਨਾਮ ਸਿੰਘ ਪੁੱਤਰ ਬਚਨ ਸਿੰਘ ਵਾਸੀ ਮਕਾਨ ਨੰ 14/524 ਨੇ ਆਪਣਾ ਨਾਮ ਬਦਲ ਲਿਆ ਹੈ। xyxy=(194,1507,375,1554)
page-footer xyxy=(0,2360,1512,2409)
classified-item: ਮੈਂ ਅਮਰੀਕ ਸਿੰਘ ਪੁੱਤਰ ਜਸਵੰਤ ਸਿੰਘ ਵਾਸੀ ਮਕਾਨ ਨੰ 58 ਬੀ ਕਰਤਾਰ ਨਗਰ ਲੁਧਿਆਣਾ ਆਪਣੇ ਪੁੱਤਰ ਨੂੰ ਬੇਦਖ਼ਲ ਕਰਦਾ ਹਾਂ। xyxy=(381,936,761,968)
table-header-cell: ਨਾਮ xyxy=(1209,166,1300,182)
general-notice-list xyxy=(1144,1337,1506,1404)
classified-item: ਮੈਂ ਸੁਖਦਰਸ਼ਨ ਕੁਮਾਰ ਪੁੱਤਰ ਸ਼ਿਵਜੀ ਰਾਮ ਵਾਸੀ ਰਾਏਕੋਟ ਨੇ ਆਪਣਾ ਨਾਮ ਬਦਲ ਕੇ ਸੁਖਦਰਸ਼ਨ ਕੁਮਾਰ ਰੱਖ ਲਿਆ ਹੈ। xyxy=(5,973,186,1021)
classified-item: ਮੈਂ Raveena Began ਪਤਨੀ ਸਲਾਹ ਖਾਂ ਵਾਸੀ ਜ਼ਿਲ੍ਹਾ ਲੁਧਿਆਣਾ ਨੇ ਆਪਣਾ ਨਾਮ ਬਦਲ ਕੇ Ravina Begam ਰੱਖ ਲਿਆ ਹੈ। xyxy=(957,106,1138,169)
classified-item: ਮੈਂ ਸ਼ੇਰ ਸਿੰਘ ਪੁੱਤਰ ਖੜਕ ਸਿੰਘ ਵਾਸੀ ਪਿੰਡ ਅਜਨਾਲਾ ਜ਼ਿਲ੍ਹਾ ਅੰਮ੍ਰਿਤਸਰ ਆਪਣੇ ਲੜਕੇ ਨੂੰ ਆਪਣੀ ਜਾਇਦਾਦ ਤੋਂ ਬੇਦਖ਼ਲ ਕਰਦਾ ਹਾਂ। xyxy=(381,310,761,340)
classified-item: ਮੈਂ ਰਵੀ ਕੁਮਾਰ ਪੁੱਤਰ ਰਾਜ ਕੁਮਾਰ ਵਾਸੀ ਰਾਜਪੁਰਾ ਨੇ ਆਪਣਾ ਨਾਮ ਬਦਲ ਕੇ ਰਵੀ ਕੁਮਾਰ ਰੱਖ ਲਿਆ ਹੈ। xyxy=(5,1277,186,1324)
public-notice-text: Original Previous Sale Deed No. 11777 dated 28.11.2018, executed by Kusum Goyal W/o Mahinder Goyal in favour of Ashok Kumar S/o Ganga Vishnu, regarding Plot measuring 05 Kanals 04½ Marlas, which is 17135 share of property measuring 10 Kanal 19 Marlas situated at Village Sarwali, District Ludhiana has been lost. If any person has any claim or objection, kindly contact within 7 days. xyxy=(1329,538,1506,715)
classified-item: ਮੈਂ ਅਨਿਲ ਸਿੰਘ ਕਾਂਗ ਅਤੇ ਮੇਰੀ ਪਤਨੀ ਕੁਲਦੀਪ ਕੌਰ ਵਾਸੀ ਪਿੰਡ ਜੋਧਾਂ ਲੁਧਿਆਣਾ ਨੇ ਆਪਣੇ ਨਾਮ ਬਦਲ ਲਏ ਹਨ। xyxy=(5,1328,186,1375)
classified-item: ਮੈਂ, KIRANJEET KAUR ਉਰਫ਼ MEENAKSHI ਪਤਨੀ ਕਮਲਜੀਤ ਸਿੰਘ ਵਾਸੀ ਮਕਾਨ ਨੰ 3809 ਰਣਜੀਤ ਨਗਰ ਆਪਣਾ ਨਾਮ ਬਦਲ ਲਿਆ ਹੈ। xyxy=(1144,1338,1506,1368)
court-notice-2-heading: ਅਦਾਲਤੀ ਇਸ਼ਤਿਹਾਰ xyxy=(1400,313,1492,326)
classified-item: ਮੈਂ Swarnjit ਕੌਰ ਪਤਨੀ ਗੁਰਚਰਨ ਸਿੰਘ ਵਾਸੀ ਮਕਾਨ ਨੰ 94 ਵਾਰਡ ਨੰ 3 ਨੇ ਆਪਣਾ ਨਾਮ ਬਦਲ ਕੇ Swaranjit ਕੌਰ ਰੱਖ ਲਿਆ ਹੈ। xyxy=(5,1871,186,1935)
classified-item: ਮੈਂ ਕਾਲਾ ਸਿੰਘ ਪੁੱਤਰ ਮੱਖਣ ਸਿੰਘ ਵਾਸੀ ਪਿੰਡ ਭੁੱਚੋ ਕਲਾਂ ਜ਼ਿਲ੍ਹਾ ਬਠਿੰਡਾ ਆਪਣੇ ਪੁੱਤਰ ਨੂੰ ਬੇਦਖ਼ਲ ਕਰਦਾ ਹਾਂ। xyxy=(381,484,761,515)
general-notice-heading: ਆਮ ਸੂਚਨਾ xyxy=(1144,1298,1506,1332)
court-notice-1-heading: ਬਾ ਅਦਾਲਤ xyxy=(1235,313,1287,326)
classified-item: ਮੈਂ ਹਰਜਿੰਦਰ ਸਿੰਘ ਪੁੱਤਰ ਜੀਤ ਸਿੰਘ ਵਾਸੀ ਜ਼ਿਲ੍ਹਾ ਬਠਿੰਡਾ ਆਪਣੇ ਪੁੱਤਰ ਨੂੰ ਬੇਦਖ਼ਲ ਕਰਦਾ ਹਾਂ। xyxy=(767,1057,1138,1088)
public-notice-sale-deed xyxy=(1329,508,1506,832)
classified-item: I Manjeet Singh S/o Sultan Ram R/o Kahnewala Teh. Sardulgarh Distt. Mansa have changed my minor son name Gurveer Singh to Vidhyut Ghiraia. xyxy=(957,396,1138,478)
vehicle-transfer-text: ਆਮ ਜਨਤਾ ਨੂੰ ਸੂਚਿਤ ਕੀਤਾ ਜਾਂਦਾ ਹੈ ਕਿ ਵਹੀਕਲ ਸਿੰਘ ਕੋਲ ਮੇਰੇ ਮਿਤੀ 19-02-2021 ਨੂੰ ਤੁਹਾਡੇ ਨਾਮ ਤੇ ਹੈ। ਮੇਰਾ ਵਹੀਕਲ ਨੰਬਰ ਪੀਬੀ-65-ਏ-5777 ਟਰਾਂਸਫਰ ਕਰਵਾਉਣ ਲਈ ਹੈ। ਜੇਕਰ ਕਿਸੇ ਨੂੰ ਇਤਰਾਜ਼ ਹੋਵੇ ਤਾਂ 15 ਦਿਨਾਂ ਦੇ ਅੰਦਰ ਸੰਪਰਕ ਕਰੇ। xyxy=(767,1267,1138,1331)
shamsher-notice: I Shamsher Singh son of Bishan Singh R/o House no.2085/6, Street no.46, New Kuldeep Nagar, Rahon Road, Basti Jodhewal, Ludhiana declare that my son Kulwinder Singh and his wife Rekha Rani are out of my control. So I disown them from all my movable and immovable properties. I, my moveable-immoveable property and my other family shall not be responsible if anybody deals with them. xyxy=(767,1126,1138,1225)
table-cell: 2 xyxy=(1150,199,1209,215)
page-header xyxy=(0,0,1512,64)
name-change-list-right xyxy=(194,235,375,1989)
name-change-list-left xyxy=(5,235,186,1989)
footer-text: ਇਸ਼ਤਿਹਾਰ ਅਤੇ ਕਲਾਸੀਫਾਈਡ ਕੇਵਲ ਅਦਾਰਾ 'ਪਹਿਰੇਦਾਰ' ਦੀ ਈ-ਮੇਲ xyxy=(24,2371,634,2398)
court-seal-icon xyxy=(1335,307,1385,358)
disownment-heading: ਬੇਦਖ਼ਲੀ... xyxy=(381,66,761,100)
classified-item: ਮੈਂ ਦੇਸ਼ਰਾਜ ਪੁੱਤਰ ਰਾਮ ਲਾਲ ਵਾਸੀ ਸਟਰੀਟ ਨੰ 32 ਨੇ ਆਪਣਾ ਨਾਮ ਬਦਲ ਲਿਆ ਹੈ। xyxy=(5,1938,186,1986)
classified-item: ਮੈਂ Paramjeet Kaur ਪਤਨੀ ਲਖਵਿੰਦਰ ਸਿੰਘ ਵਾਸੀ ਮਕਾਨ ਨੰ 380 ਨੇ ਆਪਣਾ ਨਾਮ ਬਦਲ ਕੇ Paramjit Kaur ਰੱਖ ਲਿਆ ਹੈ। xyxy=(194,1101,375,1165)
disownment-list xyxy=(381,105,761,1107)
classified-item: ਮੈਂ ਚਰਨਜੀਤ ਕੌਰ ਪਤਨੀ ਸਵ. ਕੁਲਵੰਤ ਸਿੰਘ ਵਾਸੀ ਪਿੰਡ ਗੁਰੂਸਰ ਸੈਣਦੇ ਵਾਲਾ ਤਹਿਸੀਲ ਜ਼ਿਲ੍ਹਾ ਬਠਿੰਡਾ ਆਪਣੇ ਪੁੱਤਰ ਨੂੰ ਆਪਣੀ ਜਾਇਦਾਦ ਤੋਂ ਬੇਦਖ਼ਲ ਕਰਦੀ ਹਾਂ। xyxy=(381,274,761,306)
classified-item: ਮੈਂ Omaxe ਰਾਇਲ ਰੈਜ਼ੀਡੈਂਸੀ ਲੁਧਿਆਣਾ ਵਾਸੀ ਰਮਨਦੀਪ ਕੌਰ ਨੇ ਆਪਣਾ ਨਾਮ ਬਦਲ ਲਿਆ ਹੈ। xyxy=(5,1702,186,1749)
classified-item: ਮੈਂ ਬੂਟਾ ਸਿੰਘ ਪੁੱਤਰ ਕਰਨੈਲ ਸਿੰਘ ਵਾਸੀ ਮਕਾਨ ਨੰ 51 ਆਪਣੇ ਪੁੱਤਰ ਨੂੰ ਬੇਦਖ਼ਲ ਕਰਦਾ ਹਾਂ। xyxy=(767,934,1138,965)
bank-account-text: ਅਦਾਰਾ ਪਹਿਰੇਦਾਰ ਦਾ ਬੈਂਕ ਖਾਤਾ Yes Bank Ltd 'ਚ ਪਹਿਰੇਦਾਰ ਦੇ ਨਾਮ ਤੇ ਹੈ। ਜਿਸਦਾ ਖਾਤਾ ਨੰ: 060126900000220 ਹੈ। ਆਈ. ਐਫ. ਐਸ. ਕੋਡ ਨੰ: Yesb0000601 ਹੈ। xyxy=(5,106,340,188)
classified-item: ਮੈਂ ਨਿਰਮਲ ਸਿੰਘ ਪੁੱਤਰ ਰਾਮ ਸਿੰਘ ਵਾਸੀ ਮਕਾਨ ਨੰ 123/29 ਨਿਊ ਚੰਦਰ ਨਗਰ ਲੁਧਿਆਣਾ ਆਪਣੇ ਪੁੱਤਰ ਨੂੰ ਬੇਦਖ਼ਲ ਕਰਦਾ ਹਾਂ। xyxy=(381,1041,761,1072)
court-notice-2 xyxy=(1329,302,1506,496)
classified-item: ਮੈਂ ਲਖਵੀਰ ਸਿੰਘ ਪੁੱਤਰ ਗੁਰਦੇਵ ਸਿੰਘ ਵਾਸੀ ਮਕਾਨ ਨੰ 1348/23 ਆਪਣੇ ਪੁੱਤਰ ਨੂੰ ਬੇਦਖ਼ਲ ਕਰਦਾ ਹਾਂ। xyxy=(767,969,1138,1000)
classified-item: ਮੈਂ ਗੁਰਮੀਤ ਸਿੰਘ ਪੁੱਤਰ ਗੁਰਦੇਵ ਸਿੰਘ ਵਾਸੀ ਪਿੰਡ ਅਤੇ ਡਾਕ ਬੱਲੋਵਾਲ ਨੇ ਆਪਣਾ ਨਾਮ ਬਦਲ ਲਿਆ ਹੈ। xyxy=(194,846,375,893)
classified-item: ਮੈਂ ਹਰਦੀਪ ਕੌਰ ਪਤਨੀ ਗੁਰਪ੍ਰੀਤ ਸਿੰਘ ਵਾਸੀ ਪਿੰਡ ਧੌਲਾ ਜ਼ਿਲ੍ਹਾ ਬਰਨਾਲਾ ਨੇ ਆਪਣਾ ਨਾਮ ਬਦਲ ਕੇ ਹਰਦੀਪ ਕੌਰ ਰੱਖ ਲਿਆ ਹੈ। xyxy=(5,1143,186,1206)
classified-item: I, Swarnjeet Kaur W/o Gurdeep Singh R/o Vpo. Nathowal (Ludhiana) Pb-142032 have changed my name to Manjit Kaur W/o Gurdip Singh. xyxy=(957,310,1138,392)
classified-item: ਮੈਂ ਜਸਵਿੰਦਰ Parsad ਸਿੰਘ ਪੁੱਤਰ ਮੱਖਣ ਸਿੰਘ ਵਾਸੀ ਮੁਕਤਸਰ ਨੇ ਆਪਣਾ ਨਾਮ ਬਦਲ ਲਿਆ ਹੈ। xyxy=(5,1600,186,1647)
classified-item: ਮੈਂ ਦਮਨਪ੍ਰੀਤ ਕੌਰ ਪੁੱਤਰੀ ਸਰਵਜੀਤ ਸਿੰਘ ਵਾਸੀ 1713/ਏ 2-1 ਨਿਊ ਮੋਤੀ ਨਗਰ ਨੇ ਆਪਣਾ ਨਾਮ ਬਦਲ ਲਿਆ ਹੈ। xyxy=(194,303,375,350)
table-cell: ਪਤਨੀ xyxy=(1300,182,1436,199)
classified-item: ਮੈਂ ਸਮਸ਼ੇਰ ਸਿੰਘ ਪੁੱਤਰ ਸ਼੍ਰੀ ਬਿਸ਼ਨ ਸਿੰਘ ਵਾਸੀ 2085/6 ਗਲੀ ਨੰ 4/6 ਨਿਊ ਕੁਲਦੀਪ ਨਗਰ ਰਾਹੋਂ ਰੋਡ ਆਪਣੇ ਪੁੱਤਰ ਨੂੰ ਆਪਣੀ ਜਾਇਦਾਦ ਤੋਂ ਬੇਦਖ਼ਲ ਕਰਦਾ ਹਾਂ। xyxy=(381,414,761,445)
classified-item: ਮੈਂ ਰਾਹੁਲ ਪ੍ਰਕਾਸ਼ ਪੁੱਤਰ ਰਮੇਸ਼ ਕੁਮਾਰ ਵਾਸੀ ਰਾਜਪੁਰਾ ਜ਼ਿਲ੍ਹਾ ਪਟਿਆਲਾ ਨੇ ਆਪਣਾ ਨਾਮ ਬਦਲ ਕੇ ਰਾਹੁਲ ਰੱਖ ਲਿਆ ਹੈ। xyxy=(5,1210,186,1274)
classified-item: ਮੈਂ ਪਰਮਜੀਤ ਸਿੰਘ ਪੁੱਤਰ ਦਰਸ਼ਨ ਸਿੰਘ ਵਾਸੀ ਮਕਾਨ ਨੰ 13335 ਵਾਰਡ ਨੰ 7 ਨਿਊ ਮਨਜੀਤ ਨਗਰ ਲੁਧਿਆਣਾ ਆਪਣੇ ਪੁੱਤਰ ਅਤੇ ਨੂੰਹ ਨੂੰ ਆਪਣੀ ਚੱਲ ਅਤੇ ਅਚੱਲ ਜਾਇਦਾਦ ਤੋਂ ਬੇਦਖ਼ਲ ਕਰਦਾ ਹਾਂ। ਇਹਨਾਂ ਨਾਲ ਕੋਈ ਵੀ ਲੈਣ ਦੇਣ ਕਰਨ ਵਾਲਾ ਖ਼ੁਦ ਜ਼ਿੰਮੇਵਾਰ ਹੋਵੇਗਾ। xyxy=(381,106,761,169)
classified-item: ਮੈਂ ਗੁਰਲੀਨ ਕੌਰ ਪਤਨੀ ਗੁਰਜੀਤ ਸਿੰਘ ਵਾਸੀ ਮਕਾਨ ਨੰ 1274 ਫੇਜ਼ 5 ਮੋਹਾਲੀ ਨੇ ਆਪਣਾ ਨਾਮ ਬਦਲ ਲਿਆ ਹੈ। xyxy=(5,1379,186,1427)
classified-item: ਮੈਂ ਲਵਪ੍ਰੀਤ ਕੌਰ ਪੁੱਤਰੀ ਪ੍ਰਗਟ ਸਿੰਘ ਵਾਸੀ ਮਕਾਨ ਨੰ #1626 ਗਲੀ ਨੰ 12, ਗੁਰੂ ਗੋਬਿੰਦ ਸਿੰਘ ਨਗਰ ਬਠਿੰਡਾ ਨੇ ਆਪਣਾ ਨਾਮ ਬਦਲ ਕੇ ਲਵਪ੍ਰੀਤ ਕੌਰ ਰੱਖ ਲਿਆ ਹੈ। xyxy=(5,537,186,617)
general-public-signatory: ਸ੍ਰੀ ਸਬ ਰਜਿਸਟਰਾਰ xyxy=(1227,964,1321,978)
court-seal-icon xyxy=(1150,307,1200,358)
classified-item: ਮੈਂ ਬਲਬੀਰ ਸਿੰਘ ਪੁੱਤਰ ਗੁਰਮੇਲ ਸਿੰਘ ਵਾਸੀ ਪਿੰਡ ਤੇ ਡਾਕਖਾਨਾ ਖਾਨਪੁਰ ਤਹਿਸੀਲ ਅਤੇ ਜ਼ਿਲ੍ਹਾ ਲੁਧਿਆਣਾ ਆਪਣੇ ਪੁੱਤਰ ਨੂੰ ਬੇਦਖ਼ਲ ਕਰਦਾ ਹਾਂ। xyxy=(381,727,761,758)
table-header-cell: ਮ੍ਰਿਤਕ ਨਾਲ ਰਿਸ਼ਤਾ xyxy=(1300,166,1436,182)
classified-item: ਮੈਂ ਸਰਬਜੀਤ ਕੌਰ ਪਤਨੀ ਜਸਵਿੰਦਰ ਸਿੰਘ ਵਾਸੀ ਪਿੰਡ ਉੱਪਲੀ ਤਹਿਸੀਲ ਜ਼ਿਲ੍ਹਾ ਸੰਗਰੂਰ ਆਪਣੇ ਪੁੱਤਰ ਨੂੰ ਬੇਦਖ਼ਲ ਕਰਦੀ ਹਾਂ। xyxy=(381,693,761,724)
table-cell: 1 xyxy=(1150,182,1209,199)
classified-item: ਮੈਂ ਗੁਰਪ੍ਰੀਤ ਸਿੰਘ ਪੁੱਤਰ Ghalle ਸਿੰਘ ਵਾਸੀ ਸਟਰੀਟ 3 ਨਿਊ ਕੁੰਦਨ ਨਗਰ ਲੁਧਿਆਣਾ ਨੇ ਆਪਣਾ ਨਾਮ ਬਦਲ ਲਿਆ ਹੈ। xyxy=(5,1804,186,1867)
column-name-change-2 xyxy=(767,66,1138,2336)
classified-item: ਮੈਂ ਕਮਲ ਪ੍ਰਕਾਸ਼ ਪੁੱਤਰ ਅਨਿਲ ਕੁਮਾਰ ਵਾਸੀ ਜੈਤੋ ਜ਼ਿਲ੍ਹਾ ਫ਼ਰੀਦਕੋਟ ਨੇ ਆਪਣਾ ਨਾਮ ਬਦਲ ਕੇ ਕਮਲ ਪ੍ਰਕਾਸ਼ ਰੱਖ ਲਿਆ ਹੈ। xyxy=(5,1075,186,1139)
bank-account-heading: ਪਹਿਰੇਦਾਰ ਦਾ ਬੈਂਕ ਖਾਤਾ... xyxy=(5,66,375,100)
classified-item: ਮੈਂ ਗੁਰਪ੍ਰੀਤ ਸਿੰਘ ਪੁੱਤਰ ਭੁਪਿੰਦਰ ਸਿੰਘ ਵਾਸੀ 358-ਏ ਨਿਊ ਸ਼ਿਮਲਾਪੁਰੀ ਨੇ ਆਪਣਾ ਨਾਮ ਬਦਲ ਲਿਆ ਹੈ। xyxy=(194,947,375,995)
classified-item: ਮੈਂ ਸੁਰਿੰਦਰ ਕੌਰ ਪਤਨੀ ਹਰ ਸਿੰਘ ਵਾਸੀ ਮੁਹੱਲਾ ਦਸਮੇਸ਼ ਨਗਰ ਮਲੇਰਕੋਟਲਾ ਆਪਣੇ ਪੁੱਤਰ ਨੂੰ ਬੇਦਖ਼ਲ ਕਰਦੀ ਹਾਂ। xyxy=(381,623,761,654)
classified-item: ਮੈਂ, ਸ਼ਵਿੰਦਰ ਸਿੰਘ ਪੁੱਤਰ ਗੁਰਦੇਵ ਸਿੰਘ ਵਾਸੀ ਪਿੰਡ ਸ਼ੇਰਪੁਰ ਤਹਿਸੀਲ ਖੰਨਾ ਜ਼ਿਲ੍ਹਾ ਲੁਧਿਆਣਾ ਨੇ ਆਪਣਾ ਨਾਮ ਸ਼ਵਿੰਦਰ ਸਿੰਘ ਤੋਂ ਬਦਲ ਕੇ ਸ਼ਵਿੰਦਰ ਸਿੰਘ ਰੱਖ ਲਿਆ ਹੈ। xyxy=(5,236,186,315)
classified-item: ਮੈਂ ਬਲਦੇਵ ਕੌਰ ਪਤਨੀ ਸਵ. ਜਗਤਾਰ ਸਿੰਘ ਵਾਸੀ ਗੁਰੂ ਨਾਨਕ ਨਗਰ ਨਾਨਕ ਰੋਡ ਰਾਜਪੁਰਾ ਆਪਣੇ ਪੁੱਤਰ ਨੂੰ ਆਪਣੀ ਜਾਇਦਾਦ ਤੋਂ ਬੇਦਖ਼ਲ ਕਰਦੀ ਹਾਂ। xyxy=(381,519,761,549)
classified-item: ਮੈਂ ਕਿਰਨ ਕੁਮਾਰ ਪੁੱਤਰ ਰਾਮ ਲਾਲ ਵਾਸੀ ਪਿੰਡ ਅਤੇ ਡਾਕ ਆਪਣੇ ਪੁੱਤਰ ਨੂੰ ਬੇਦਖ਼ਲ ਕਰਦਾ ਹਾਂ। xyxy=(767,829,1138,861)
classified-item: ਮੈਂ ਮਹਿੰਦਰ ਸਿੰਘ ਪੁੱਤਰ ਹੇਮ ਸਿੰਘ ਵਾਸੀ ਬਲਦੇਵ ਨਗਰ ਮਲੇਰਕੋਟਲਾ ਜ਼ਿਲ੍ਹਾ ਮਲੇਰਕੋਟਲਾ ਆਪਣੇ ਪੁੱਤਰ ਨੂੰ ਬੇਦਖ਼ਲ ਕਰਦਾ ਹਾਂ। xyxy=(381,762,761,794)
classified-item: ਮੈਂ ਕੁਲਵਿੰਦਰ ਕੌਰ ਪਤਨੀ ਅਮਰਜੀਤ ਸਿੰਘ ਵਾਸੀ ਪਿੰਡ ਤੇ ਡਾਕ: ਦੁਗਰੀ ਤਹਿਸੀਲ ਅਤੇ ਜ਼ਿਲ੍ਹਾ ਲੁਧਿਆਣਾ ਨੇ ਆਪਣਾ ਨਾਮ ਬਦਲ ਕੇ ਕੁਲਵਿੰਦਰ ਕੌਰ ਰੱਖ ਲਿਆ ਹੈ। xyxy=(5,755,186,835)
classified-item: ਮੈਂ ਸ਼ੀਤਲ ਸਿੰਘ ਪੁੱਤਰ ਕਰਤਾਰ ਸਿੰਘ ਵਾਸੀ ਪਿੰਡ ਰਾਮਪੁਰਾ ਨੇ ਆਪਣਾ ਨਾਮ ਬਦਲ ਕੇ ਸ਼ੀਤਲ ਸਿੰਘ ਰੱਖ ਲਿਆ ਹੈ। xyxy=(5,1753,186,1800)
classified-item: ਮੈਂ ਜਸਵਿੰਦਰ ਸਿੰਘ ਪੁੱਤਰ ਸਵ. ਚੰਦਨ ਸਿੰਘ ਵਾਸੀ ਮਕਾਨ ਨੰ 197/6 ਪੁਰਾਣਾ ਸ਼ਹਿਰ ਆਪਣੇ ਪੁੱਤਰ ਨੂੰ ਬੇਦਖ਼ਲ ਕਰਦਾ ਹਾਂ। xyxy=(767,794,1138,826)
